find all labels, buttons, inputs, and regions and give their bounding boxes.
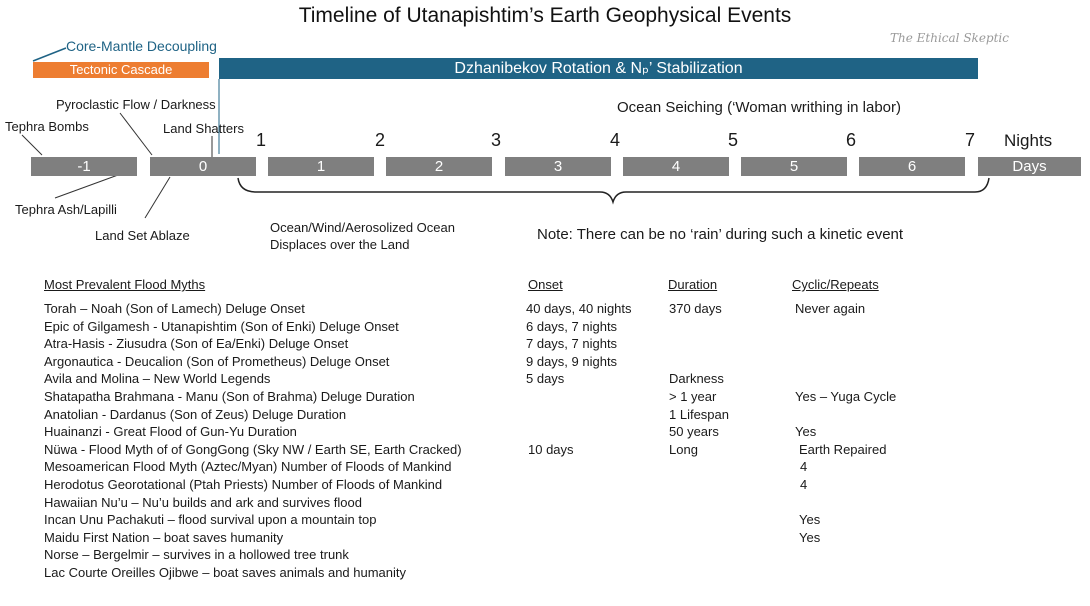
pyroclastic-label: Pyroclastic Flow / Darkness bbox=[56, 97, 216, 112]
night-number: 1 bbox=[256, 130, 267, 150]
myth-cell: Nüwa - Flood Myth of of GongGong (Sky NW / Earth SE, Earth Cracked) bbox=[44, 441, 462, 457]
ocean-seiching-label: Ocean Seiching (‘Woman writhing in labor) bbox=[617, 99, 902, 116]
myth-cell: Hawaiian Nu’u – Nu’u builds and ark and survives flood bbox=[44, 494, 362, 510]
myth-cell: Atra-Hasis - Ziusudra (Son of Ea/Enki) Deluge Onset bbox=[44, 336, 349, 352]
day-segment: -1 bbox=[31, 157, 137, 176]
duration-cell: 370 days bbox=[669, 301, 722, 316]
cyclic-cell: 4 bbox=[800, 459, 808, 475]
onset-cell: 6 days, 7 nights bbox=[526, 318, 618, 334]
night-number: 7 bbox=[965, 130, 976, 150]
myth-cell: Mesoamerican Flood Myth (Aztec/Myan) Number of Floods of Mankind bbox=[44, 459, 452, 475]
myth-cell: Torah – Noah (Son of Lamech) Deluge Onset bbox=[44, 301, 305, 316]
day-segment: 0 bbox=[150, 157, 256, 176]
onset-cell: 7 days, 7 nights bbox=[526, 336, 618, 352]
tephra-ash-label: Tephra Ash/Lapilli bbox=[15, 202, 117, 217]
myth-cell: Avila and Molina – New World Legends bbox=[44, 371, 271, 387]
myth-cell: Argonautica - Deucalion (Son of Prometheus) Deluge Onset bbox=[44, 353, 390, 369]
cyclic-cell: Yes bbox=[799, 529, 821, 545]
duration-cell: Darkness bbox=[669, 371, 724, 387]
core-mantle-label: Core-Mantle Decoupling bbox=[66, 38, 217, 54]
day-segment: 4 bbox=[623, 157, 729, 176]
onset-cell: 10 days bbox=[528, 441, 574, 457]
myth-cell: Herodotus Georotational (Ptah Priests) Number of Floods of Mankind bbox=[44, 477, 443, 492]
nights-label: Nights bbox=[1004, 131, 1053, 150]
cyclic-cell: Earth Repaired bbox=[799, 441, 887, 457]
myth-cell: Norse – Bergelmir – survives in a hollowed tree trunk bbox=[44, 547, 349, 563]
night-number: 3 bbox=[491, 130, 502, 150]
duration-cell: 50 years bbox=[669, 424, 719, 440]
land-shatters-label: Land Shatters bbox=[163, 121, 244, 136]
cyclic-cell: Yes – Yuga Cycle bbox=[795, 389, 897, 404]
night-number: 4 bbox=[610, 130, 621, 150]
duration-cell: > 1 year bbox=[669, 389, 717, 404]
night-number: 2 bbox=[375, 130, 386, 150]
watermark: The Ethical Skeptic bbox=[890, 31, 1009, 45]
ocean-displacement-brace bbox=[238, 178, 989, 202]
myth-cell: Anatolian - Dardanus (Son of Zeus) Deluge Duration bbox=[44, 406, 347, 422]
onset-cell: 5 days bbox=[526, 371, 565, 387]
night-number: 6 bbox=[846, 130, 857, 150]
myth-cell: Lac Courte Oreilles Ojibwe – boat saves animals and humanity bbox=[44, 565, 407, 580]
myth-cell: Shatapatha Brahmana - Manu (Son of Brahma) Deluge Duration bbox=[44, 389, 415, 404]
onset-cell: 9 days, 9 nights bbox=[526, 353, 618, 369]
duration-cell: 1 Lifespan bbox=[669, 406, 729, 422]
cyclic-cell: 4 bbox=[800, 477, 808, 492]
day-segment: 5 bbox=[741, 157, 847, 176]
day-segment: 6 bbox=[859, 157, 965, 176]
tephra-bombs-label: Tephra Bombs bbox=[5, 119, 89, 134]
page-title: Timeline of Utanapishtim’s Earth Geophysical Events bbox=[298, 4, 792, 27]
note-text: Note: There can be no ‘rain’ during such a kinetic event bbox=[537, 226, 904, 243]
myth-cell: Incan Unu Pachakuti – flood survival upon a mountain top bbox=[44, 512, 377, 528]
ocean-wind-label-2: Displaces over the Land bbox=[270, 237, 410, 252]
myth-cell: Huainanzi - Great Flood of Gun-Yu Duration bbox=[44, 424, 297, 440]
land-ablaze-connector bbox=[145, 177, 170, 218]
myth-cell: Epic of Gilgamesh - Utanapishtim (Son of Enki) Deluge Onset bbox=[44, 318, 399, 334]
myth-cell: Maidu First Nation – boat saves humanity bbox=[44, 529, 284, 545]
night-number: 5 bbox=[728, 130, 739, 150]
day-segment: 1 bbox=[268, 157, 374, 176]
duration-cell: Long bbox=[669, 441, 698, 457]
ocean-wind-label-1: Ocean/Wind/Aerosolized Ocean bbox=[270, 220, 455, 235]
header-myths: Most Prevalent Flood Myths bbox=[44, 277, 206, 292]
tephra-ash-connector bbox=[55, 175, 118, 198]
tectonic-cascade-bar: Tectonic Cascade bbox=[33, 62, 209, 78]
header-cyclic: Cyclic/Repeats bbox=[792, 277, 879, 292]
days-label-segment: Days bbox=[978, 157, 1081, 176]
cyclic-cell: Yes bbox=[799, 512, 821, 528]
header-duration: Duration bbox=[668, 277, 718, 292]
onset-cell: 40 days, 40 nights bbox=[526, 301, 632, 316]
cyclic-cell: Yes bbox=[795, 424, 817, 440]
pyroclastic-connector bbox=[120, 113, 152, 155]
cyclic-cell: Never again bbox=[795, 301, 866, 316]
header-onset: Onset bbox=[528, 277, 563, 292]
day-segment: 3 bbox=[505, 157, 611, 176]
rotation-stabilization-bar: Dzhanibekov Rotation & Nₚ’ Stabilization bbox=[219, 58, 978, 79]
day-segment: 2 bbox=[386, 157, 492, 176]
land-ablaze-label: Land Set Ablaze bbox=[95, 228, 190, 243]
connector-lines bbox=[0, 0, 1090, 260]
tephra-bombs-connector bbox=[22, 135, 42, 155]
